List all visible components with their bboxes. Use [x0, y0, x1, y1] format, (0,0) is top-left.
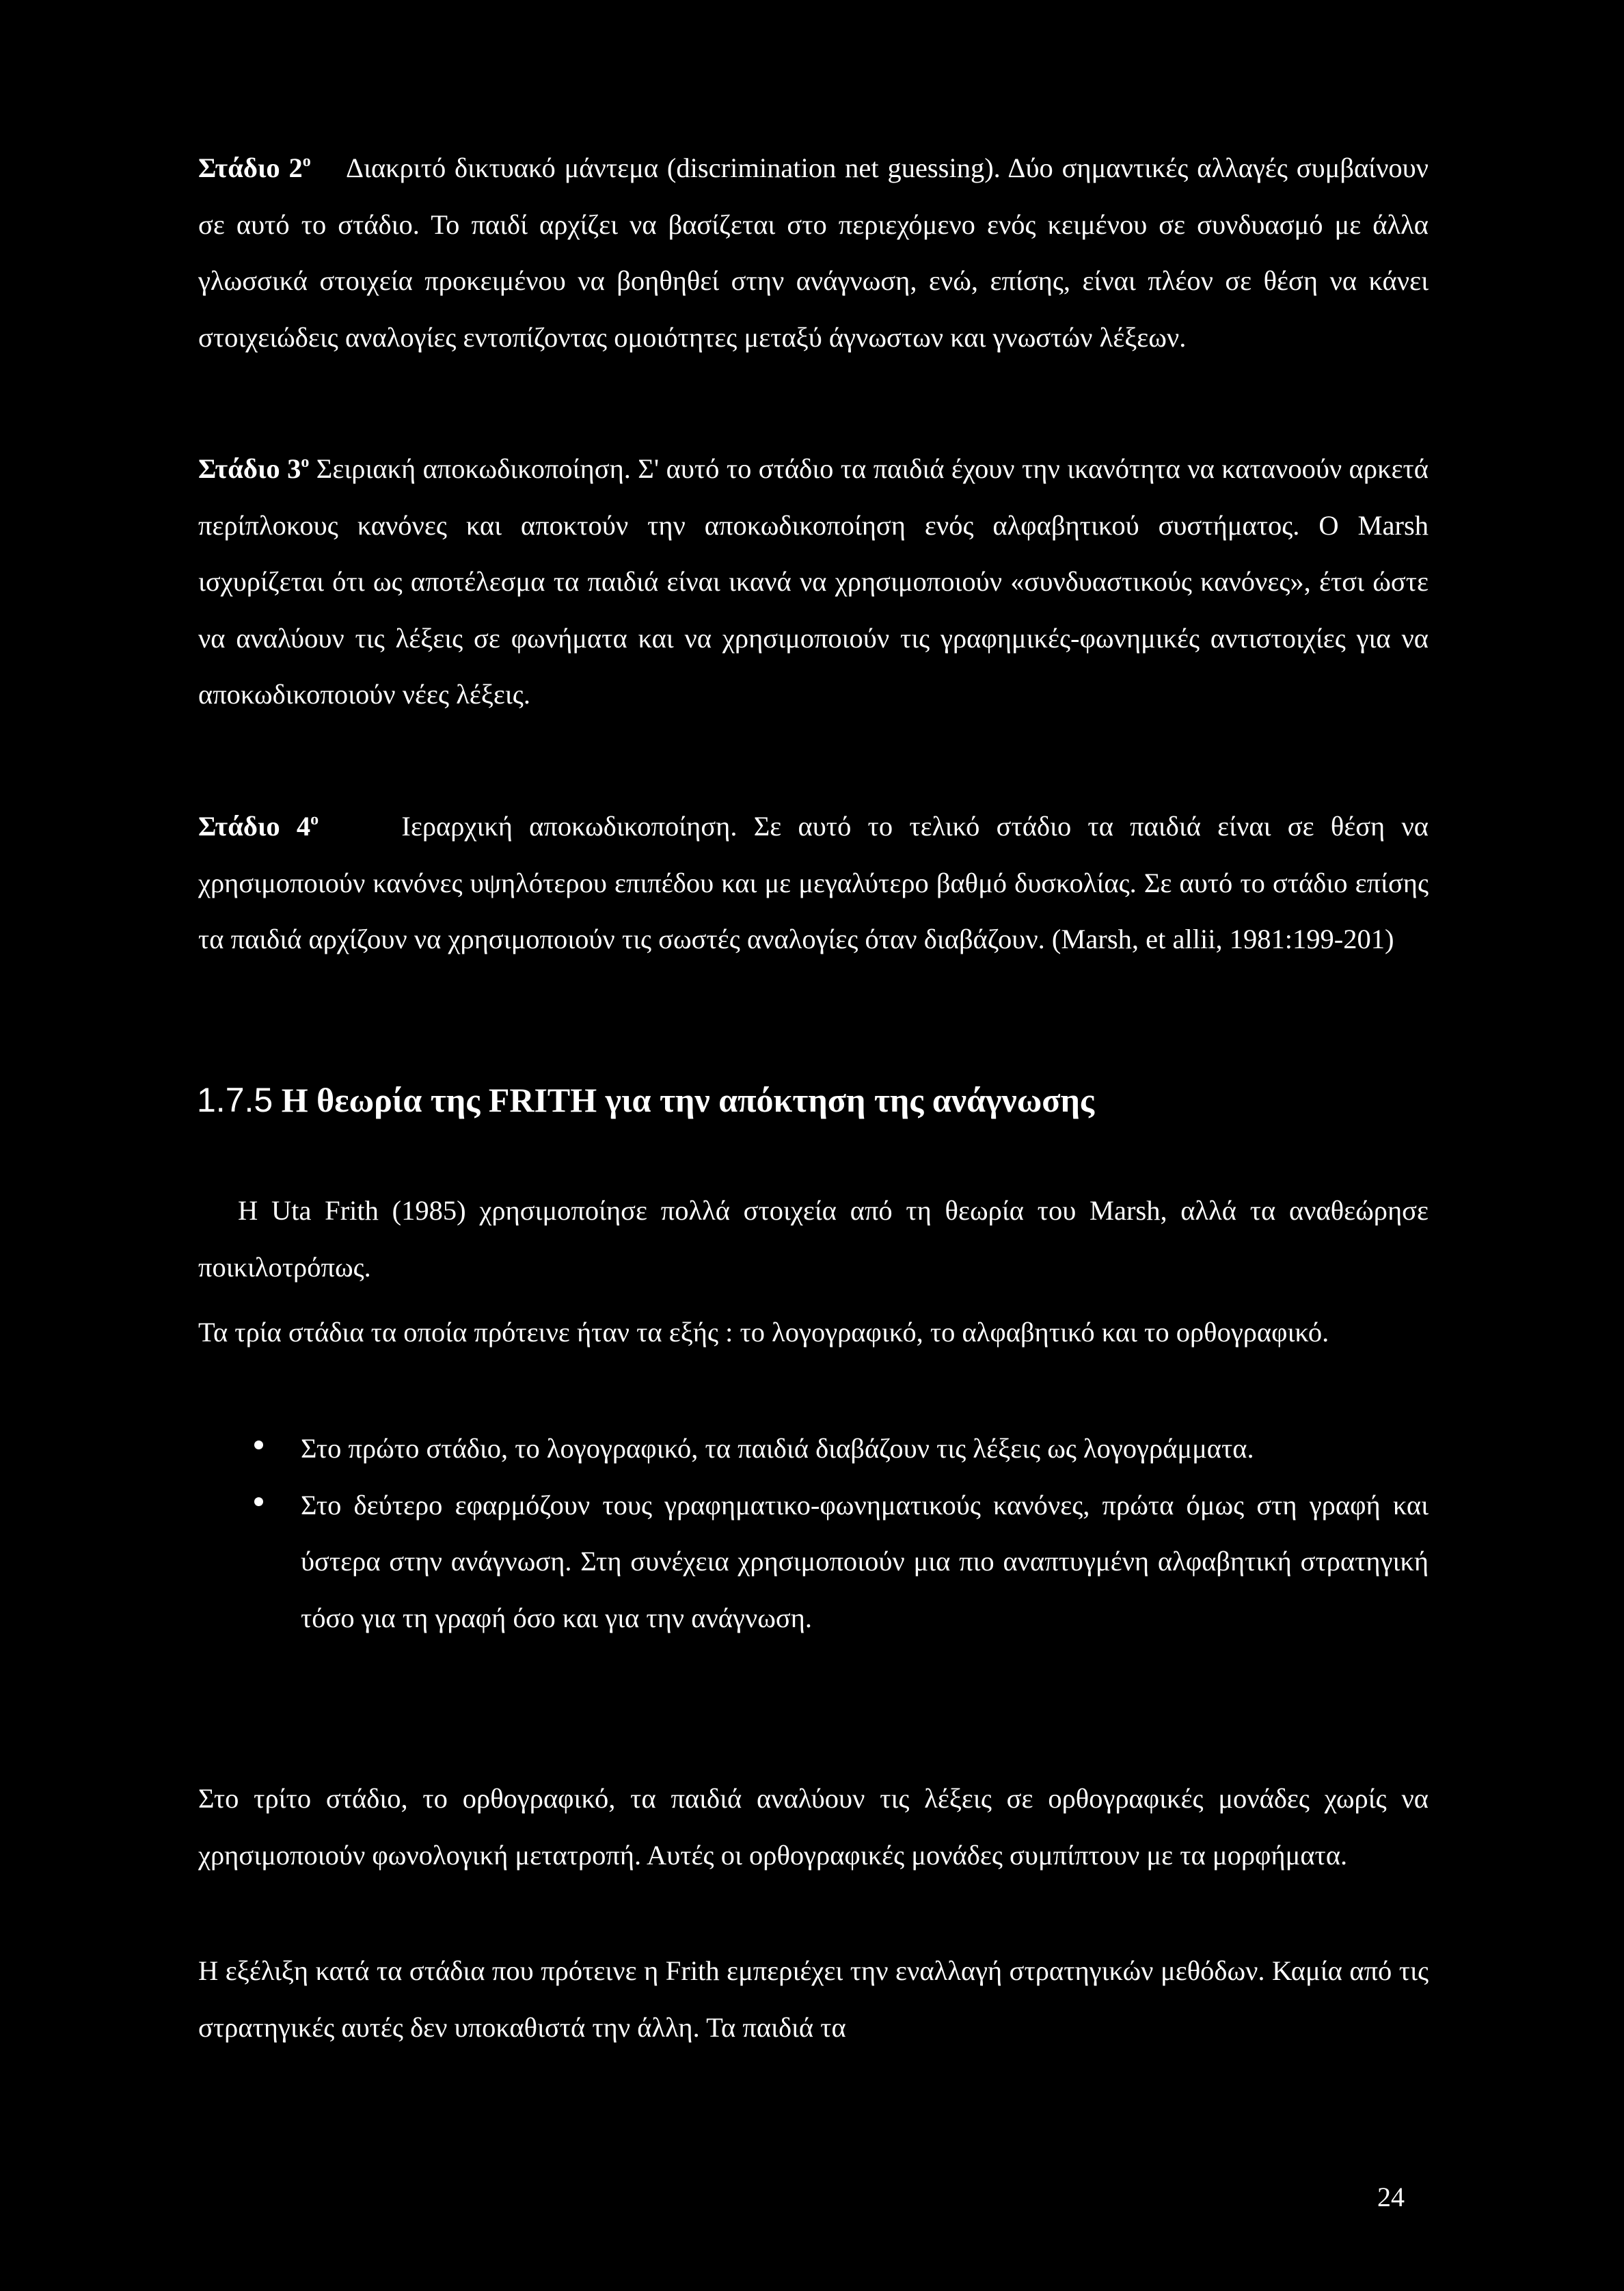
evolution-paragraph: Η εξέλιξη κατά τα στάδια που πρότεινε η Frith εμπεριέχει την εναλλαγή στρατηγικών μεθόδων. Καμία από τις στρατηγικές αυτές δεν υποκαθιστά την άλλη. Τα παιδιά τα: [198, 1955, 1429, 2043]
stage-4-paragraph: [198, 799, 1429, 968]
bullet-text: Στο δεύτερο εφαρμόζουν τους γραφηματικο-φωνηματικούς κανόνες, πρώτα όμως στη γραφή και ύστερα στην ανάγνωση. Στη συνέχεια χρησιμοποιούν μια πιο αναπτυγμένη αλφαβητική στρατηγική τόσο για τη γραφή όσο και για την ανάγνωση.: [301, 1489, 1429, 1633]
bullet-icon: [254, 1497, 263, 1506]
stage-2-label: Στάδιο $2^o$: [198, 152, 311, 183]
stage-3-text: Σειριακή αποκωδικοποίηση. Σ' αυτό το στάδιο τα παιδιά έχουν την ικανότητα να κατανοούν αρκετά περίπλοκους κανόνες και αποκτούν την αποκωδικοποίηση ενός αλφαβητικού συστήματος. Ο Marsh ισχυρίζεται ότι ως αποτέλεσμα τα παιδιά είναι ικανά να χρησιμοποιούν «συνδυαστικούς κανόνες», έτσι ώστε να αναλύουν τις λέξεις σε φωνήματα και να χρησιμοποιούν τις γραφημικές-φωνημικές αντιστοιχίες για να αποκωδικοποιούν νέες λέξεις.: [198, 453, 1429, 710]
stages-paragraph: Τα τρία στάδια τα οποία πρότεινε ήταν τα εξής : το λογογραφικό, το αλφαβητικό και το ορθογραφικό.: [198, 1317, 1329, 1348]
list-item: [198, 1477, 1429, 1647]
stage-2-text: Διακριτό δικτυακό μάντεμα (discrimination net guessing). Δύο σημαντικές αλλαγές συμβαίνουν σε αυτό το στάδιο. Το παιδί αρχίζει να βασίζεται στο περιεχόμενο ενός κειμένου σε συνδυασμό με άλλα γλωσσικά στοιχεία προκειμένου να βοηθηθεί στην ανάγνωση, ενώ, επίσης, είναι πλέον σε θέση να κάνει στοιχειώδεις αναλογίες εντοπίζοντας ομοιότητες μεταξύ άγνωστων και γνωστών λέξεων.: [198, 152, 1429, 353]
stage-3-paragraph: [198, 441, 1429, 723]
section-number: 1.7.5: [197, 1081, 273, 1119]
bullet-text: Στο πρώτο στάδιο, το λογογραφικό, τα παιδιά διαβάζουν τις λέξεις ως λογογράμματα.: [301, 1433, 1254, 1464]
stage-2-paragraph: [198, 140, 1429, 366]
stages-bullet-list: [198, 1421, 1429, 1646]
section-heading: [197, 1080, 1094, 1120]
section-title: Η θεωρία της FRITH για την απόκτηση της ανάγνωσης: [281, 1081, 1094, 1119]
page-number: 24: [1377, 2182, 1405, 2212]
stage-3-label: Στάδιο $3^o$: [198, 453, 310, 484]
intro-paragraph: Η Uta Frith (1985) χρησιμοποίησε πολλά στοιχεία από τη θεωρία του Marsh, αλλά τα αναθεώρησε ποικιλοτρόπως.: [198, 1195, 1429, 1283]
stage-4-label: Στάδιο $4^o$: [198, 810, 319, 842]
list-item: [198, 1421, 1429, 1477]
stage-4-text: Ιεραρχική αποκωδικοποίηση. Σε αυτό το τελικό στάδιο τα παιδιά είναι σε θέση να χρησιμοποιούν κανόνες υψηλότερου επιπέδου και με μεγαλύτερο βαθμό δυσκολίας. Σε αυτό το στάδιο επίσης τα παιδιά αρχίζουν να χρησιμοποιούν τις σωστές αναλογίες όταν διαβάζουν. (Marsh, et allii, 1981:199-201): [198, 811, 1429, 954]
bullet-icon: [254, 1441, 263, 1449]
third-stage-paragraph: Στο τρίτο στάδιο, το ορθογραφικό, τα παιδιά αναλύουν τις λέξεις σε ορθογραφικές μονάδες χωρίς να χρησιμοποιούν φωνολογική μετατροπή. Αυτές οι ορθογραφικές μονάδες συμπίπτουν με τα μορφήματα.: [198, 1783, 1429, 1871]
